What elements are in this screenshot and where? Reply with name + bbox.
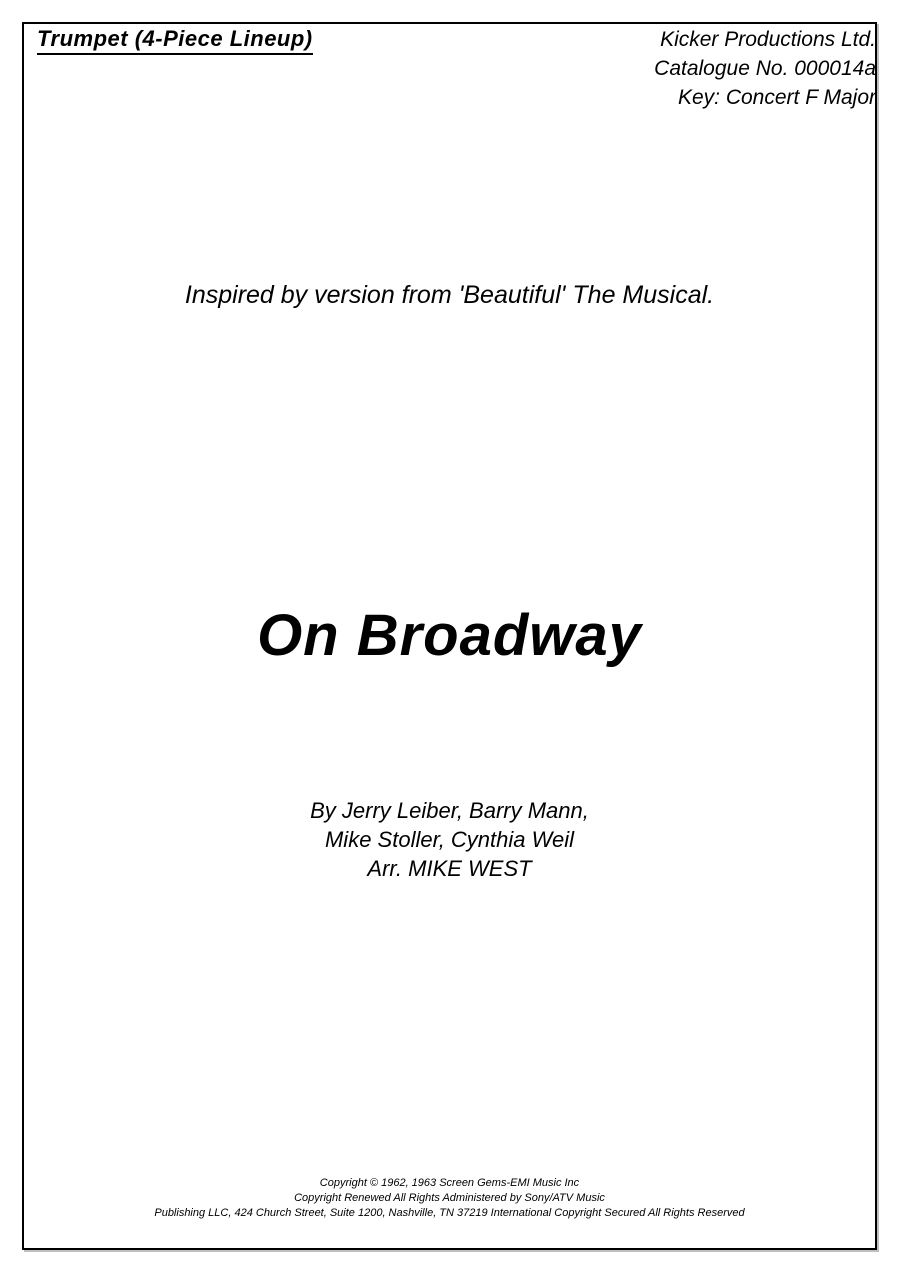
score-title-page xyxy=(22,22,877,1250)
key-signature: Key: Concert F Major xyxy=(677,86,876,109)
copyright-line-1: Copyright © 1962, 1963 Screen Gems-EMI Music Inc xyxy=(319,1177,580,1189)
page-title: On Broadway xyxy=(257,603,642,668)
publisher-name: Kicker Productions Ltd. xyxy=(660,28,876,51)
arranger-line: Arr. MIKE WEST xyxy=(367,856,532,881)
subtitle: Inspired by version from 'Beautiful' The Musical. xyxy=(184,281,715,309)
copyright-block xyxy=(24,1176,875,1221)
publisher-block xyxy=(654,25,876,112)
copyright-line-2: Copyright Renewed All Rights Administered by Sony/ATV Music xyxy=(294,1192,605,1204)
credits-line-2: Mike Stoller, Cynthia Weil xyxy=(324,827,574,852)
copyright-line-3: Publishing LLC, 424 Church Street, Suite 1200, Nashville, TN 37219 International Copyright Secured All Rights Reserved xyxy=(154,1207,745,1219)
part-name: Trumpet (4-Piece Lineup) xyxy=(37,26,313,55)
credits-block xyxy=(24,796,875,883)
catalogue-number: Catalogue No. 000014a xyxy=(654,57,876,80)
credits-line-1: By Jerry Leiber, Barry Mann, xyxy=(310,798,589,823)
